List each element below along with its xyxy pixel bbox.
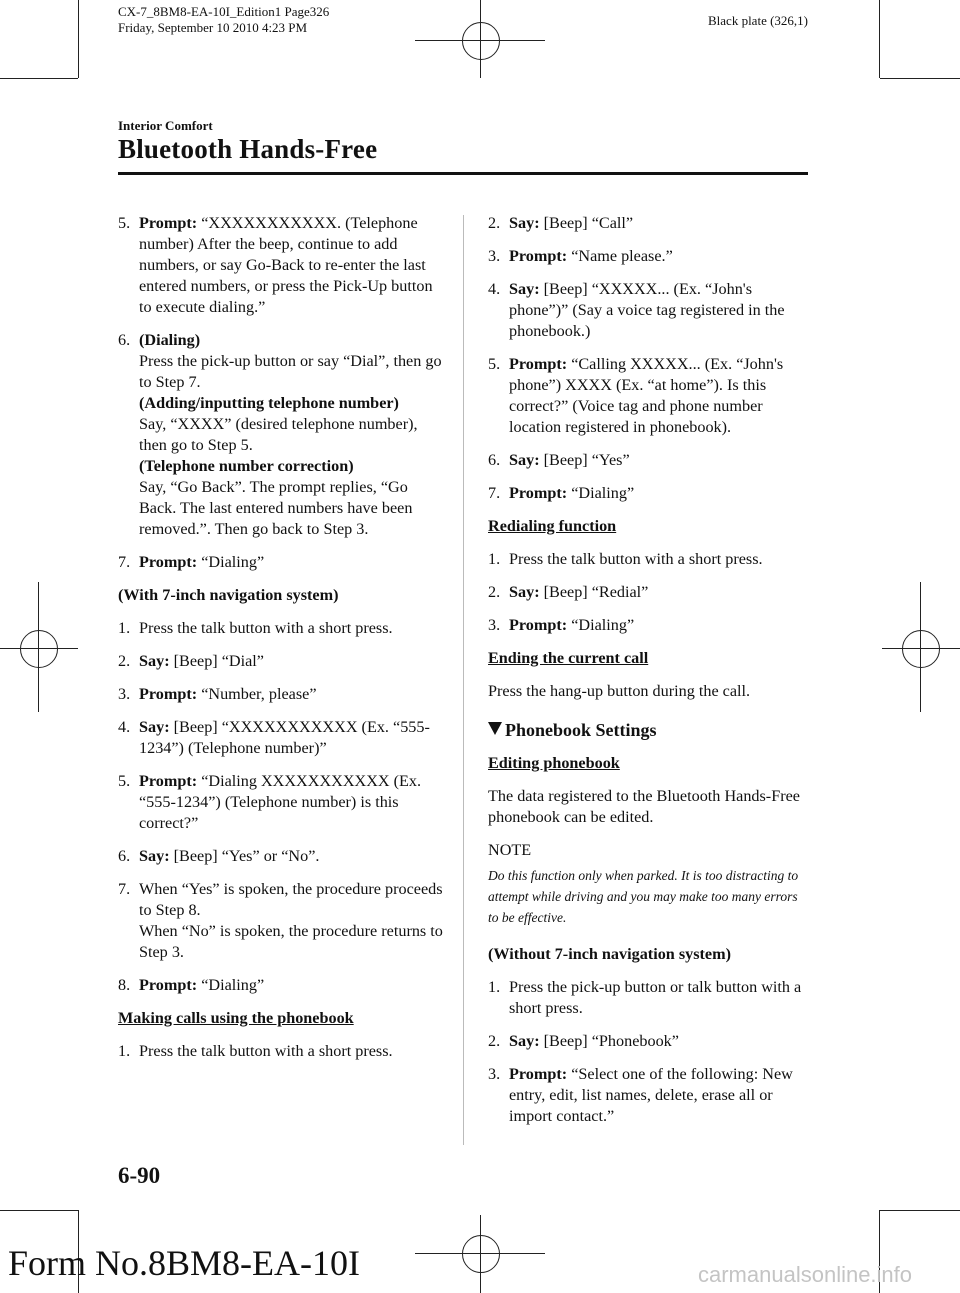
crop-mark	[0, 1210, 78, 1211]
step-item: 7. Prompt: “Dialing”	[488, 484, 635, 502]
step-number: 7.	[118, 553, 131, 571]
step-item: 3. Prompt: “Number, please”	[118, 685, 317, 703]
step-item: 1. Press the pick-up button or talk button with a short press.	[488, 978, 802, 1017]
step-item: 6. Say: [Beep] “Yes”	[488, 451, 630, 469]
step-item: 7. When “Yes” is spoken, the procedure proceeds to Step 8. When “No” is spoken, the procedure returns to Step 3.	[118, 880, 443, 961]
registration-circle	[20, 630, 58, 668]
step-item: 3. Prompt: “Name please.”	[488, 247, 673, 265]
crop-mark	[879, 0, 880, 78]
underlined-heading: Editing phonebook	[488, 754, 620, 772]
form-number: Form No.8BM8-EA-10I	[8, 1243, 360, 1283]
subsection-heading: (Without 7-inch navigation system)	[488, 945, 731, 963]
page-title: Bluetooth Hands-Free	[118, 134, 378, 164]
registration-circle	[902, 630, 940, 668]
subsection-heading: (With 7-inch navigation system)	[118, 586, 339, 604]
step-item: 3. Prompt: “Select one of the following: New entry, edit, list names, delete, erase all or import contact.”	[488, 1065, 793, 1125]
step-item: 1. Press the talk button with a short press.	[118, 1042, 393, 1060]
step-item: 5. Prompt: “Calling XXXXX... (Ex. “John's phone”) XXXX (Ex. “at home”). Is this correct?” (Voice tag and phone number location registered in phonebook).	[488, 355, 784, 436]
triangle-marker-icon	[488, 722, 502, 735]
date-info-line: Friday, September 10 2010 4:23 PM	[118, 20, 308, 35]
column-divider	[463, 215, 464, 1145]
step-item: 1. Press the talk button with a short press.	[118, 619, 393, 637]
registration-circle	[462, 22, 500, 60]
underlined-heading: Making calls using the phonebook	[118, 1009, 354, 1027]
crop-mark	[880, 1210, 960, 1211]
step-item: 3. Prompt: “Dialing”	[488, 616, 635, 634]
note-heading: NOTE	[488, 841, 532, 859]
step-item: 6. (Dialing) Press the pick-up button or say “Dial”, then go to Step 7. (Adding/inputting telephone number) Say, “XXXX” (desired telephone number), then go to Step 5. (Telephone number correction) Say, “Go Back”. The prompt replies, “Go Back. The last entered numbers have been removed.”. Then go back to Step 3.	[118, 331, 442, 538]
underlined-heading: Ending the current call	[488, 649, 649, 667]
step-number: 6.	[118, 331, 131, 349]
step-item: 2. Say: [Beep] “Phonebook”	[488, 1032, 679, 1050]
crop-mark	[78, 0, 79, 78]
section-heading: Phonebook Settings	[488, 720, 810, 741]
watermark: carmanualsonline.info	[698, 1262, 913, 1287]
file-info-line: CX-7_8BM8-EA-10I_Edition1 Page326	[118, 4, 330, 19]
paragraph: The data registered to the Bluetooth Hands-Free phonebook can be edited.	[488, 787, 800, 826]
step-item: 2. Say: [Beep] “Dial”	[118, 652, 264, 670]
step-item: 7. Prompt: “Dialing”	[118, 553, 265, 571]
step-item: 5. Prompt: “XXXXXXXXXXX. (Telephone number) After the beep, continue to add numbers, or say Go-Back to re-enter the last entered numbers, or press the Pick-Up button to execute dialing.”	[118, 214, 433, 316]
plate-label: Black plate (326,1)	[708, 13, 808, 28]
note-text: Do this function only when parked. It is too distracting to attempt while driving and you may make too many errors to be effective.	[488, 868, 799, 925]
page-number: 6-90	[118, 1163, 161, 1188]
crop-mark	[0, 78, 78, 79]
title-rule	[118, 172, 808, 175]
underlined-heading: Redialing function	[488, 517, 617, 535]
step-item: 2. Say: [Beep] “Call”	[488, 214, 634, 232]
paragraph: Press the hang-up button during the call.	[488, 682, 751, 700]
section-label: Interior Comfort	[118, 118, 213, 133]
step-item: 5. Prompt: “Dialing XXXXXXXXXXX (Ex. “555-1234”) (Telephone number) is this correct?”	[118, 772, 422, 832]
step-item: 4. Say: [Beep] “XXXXXXXXXXX (Ex. “555-1234”) (Telephone number)”	[118, 718, 430, 757]
left-column	[118, 213, 448, 1074]
right-column	[488, 213, 810, 1139]
step-item: 6. Say: [Beep] “Yes” or “No”.	[118, 847, 320, 865]
step-item: 8. Prompt: “Dialing”	[118, 976, 265, 994]
crop-mark	[880, 78, 960, 79]
registration-circle	[462, 1235, 500, 1273]
step-number: 5.	[118, 214, 131, 232]
step-item: 4. Say: [Beep] “XXXXX... (Ex. “John's phone”)” (Say a voice tag registered in the phonebook.)	[488, 280, 785, 340]
step-item: 1. Press the talk button with a short press.	[488, 550, 763, 568]
step-item: 2. Say: [Beep] “Redial”	[488, 583, 649, 601]
